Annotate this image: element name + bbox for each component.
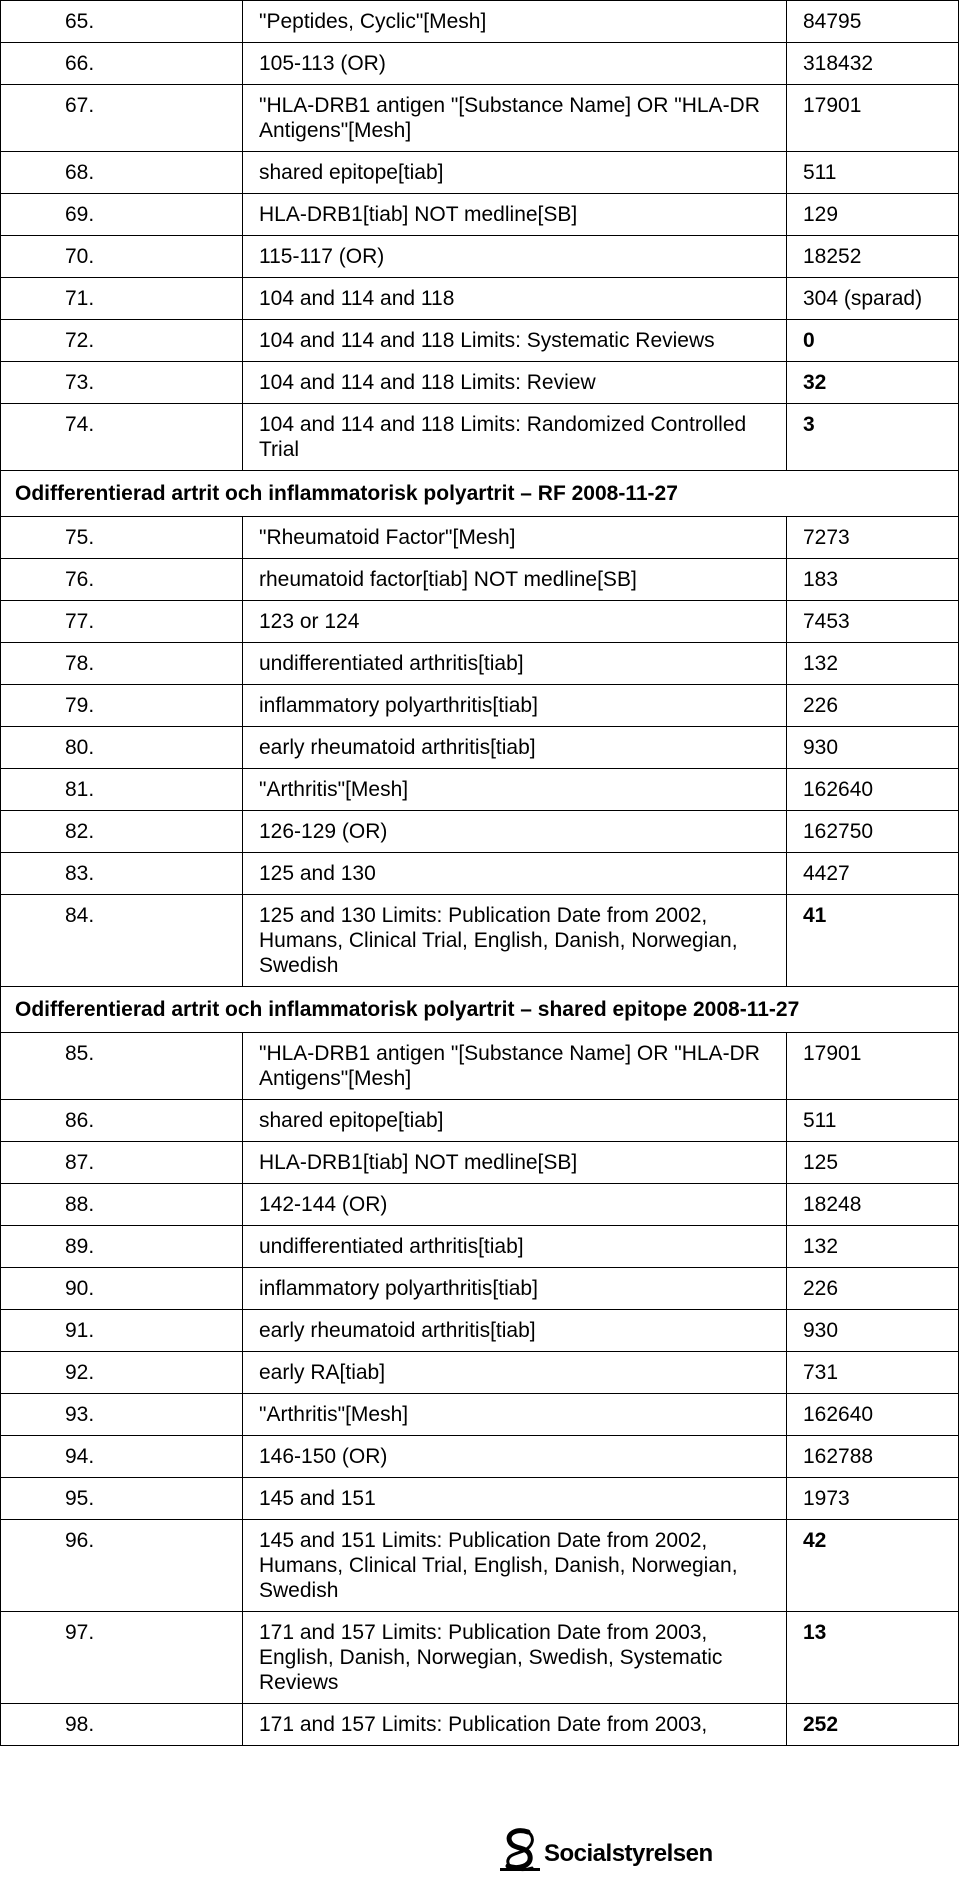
result-count: 162750: [787, 811, 959, 853]
result-count: 17901: [787, 85, 959, 152]
table-row: [1, 362, 959, 404]
search-query: 126-129 (OR): [243, 811, 787, 853]
row-number: 83.: [1, 853, 243, 895]
search-query: 171 and 157 Limits: Publication Date from 2003, English, Danish, Norwegian, Swedish, Systematic Reviews: [243, 1612, 787, 1704]
table-row: [1, 320, 959, 362]
row-number: 73.: [1, 362, 243, 404]
result-count: 132: [787, 643, 959, 685]
result-count: 41: [787, 895, 959, 987]
search-query: 146-150 (OR): [243, 1436, 787, 1478]
search-query: HLA-DRB1[tiab] NOT medline[SB]: [243, 194, 787, 236]
table-row: [1, 1184, 959, 1226]
row-number: 69.: [1, 194, 243, 236]
row-number: 89.: [1, 1226, 243, 1268]
result-count: 930: [787, 1310, 959, 1352]
row-number: 65.: [1, 1, 243, 43]
search-query: inflammatory polyarthritis[tiab]: [243, 685, 787, 727]
table-row: [1, 769, 959, 811]
row-number: 70.: [1, 236, 243, 278]
row-number: 82.: [1, 811, 243, 853]
search-query: shared epitope[tiab]: [243, 152, 787, 194]
search-query: 104 and 114 and 118 Limits: Review: [243, 362, 787, 404]
table-row: [1, 152, 959, 194]
result-count: 162788: [787, 1436, 959, 1478]
result-count: 183: [787, 559, 959, 601]
result-count: 42: [787, 1520, 959, 1612]
section-header-row: [1, 471, 959, 517]
row-number: 78.: [1, 643, 243, 685]
row-number: 96.: [1, 1520, 243, 1612]
search-query: inflammatory polyarthritis[tiab]: [243, 1268, 787, 1310]
search-query: HLA-DRB1[tiab] NOT medline[SB]: [243, 1142, 787, 1184]
search-query: 123 or 124: [243, 601, 787, 643]
table-row: [1, 643, 959, 685]
row-number: 95.: [1, 1478, 243, 1520]
table-row: [1, 236, 959, 278]
search-query: 145 and 151 Limits: Publication Date from 2002, Humans, Clinical Trial, English, Danish, Norwegian, Swedish: [243, 1520, 787, 1612]
row-number: 93.: [1, 1394, 243, 1436]
table-row: [1, 85, 959, 152]
table-row: [1, 1436, 959, 1478]
row-number: 94.: [1, 1436, 243, 1478]
result-count: 731: [787, 1352, 959, 1394]
row-number: 84.: [1, 895, 243, 987]
socialstyrelsen-logo-icon: [498, 1826, 542, 1872]
result-count: 226: [787, 1268, 959, 1310]
table-row: [1, 404, 959, 471]
result-count: 252: [787, 1704, 959, 1746]
search-query: 125 and 130 Limits: Publication Date from 2002, Humans, Clinical Trial, English, Danish, Norwegian, Swedish: [243, 895, 787, 987]
table-row: [1, 685, 959, 727]
result-count: 930: [787, 727, 959, 769]
result-count: 3: [787, 404, 959, 471]
search-query: 104 and 114 and 118 Limits: Randomized Controlled Trial: [243, 404, 787, 471]
search-query: "Rheumatoid Factor"[Mesh]: [243, 517, 787, 559]
row-number: 92.: [1, 1352, 243, 1394]
row-number: 87.: [1, 1142, 243, 1184]
result-count: 304 (sparad): [787, 278, 959, 320]
row-number: 81.: [1, 769, 243, 811]
table-row: [1, 853, 959, 895]
table-row: [1, 1, 959, 43]
result-count: 17901: [787, 1033, 959, 1100]
table-row: [1, 1268, 959, 1310]
row-number: 90.: [1, 1268, 243, 1310]
row-number: 79.: [1, 685, 243, 727]
row-number: 67.: [1, 85, 243, 152]
result-count: 226: [787, 685, 959, 727]
table-row: [1, 1226, 959, 1268]
table-row: [1, 1394, 959, 1436]
result-count: 18248: [787, 1184, 959, 1226]
result-count: 18252: [787, 236, 959, 278]
result-count: 4427: [787, 853, 959, 895]
search-query: early RA[tiab]: [243, 1352, 787, 1394]
search-query: 125 and 130: [243, 853, 787, 895]
footer-brand: Socialstyrelsen: [544, 1840, 713, 1867]
search-query: 104 and 114 and 118 Limits: Systematic Reviews: [243, 320, 787, 362]
search-query: 171 and 157 Limits: Publication Date from 2003,: [243, 1704, 787, 1746]
table-row: [1, 1142, 959, 1184]
table-row: [1, 1033, 959, 1100]
row-number: 76.: [1, 559, 243, 601]
row-number: 80.: [1, 727, 243, 769]
search-query: "HLA-DRB1 antigen "[Substance Name] OR "HLA-DR Antigens"[Mesh]: [243, 1033, 787, 1100]
row-number: 72.: [1, 320, 243, 362]
search-query: "HLA-DRB1 antigen "[Substance Name] OR "HLA-DR Antigens"[Mesh]: [243, 85, 787, 152]
table-row: [1, 601, 959, 643]
table-row: [1, 1704, 959, 1746]
table-row: [1, 1612, 959, 1704]
table-row: [1, 1520, 959, 1612]
result-count: 162640: [787, 769, 959, 811]
table-row: [1, 1478, 959, 1520]
result-count: 129: [787, 194, 959, 236]
result-count: 1973: [787, 1478, 959, 1520]
search-query: 142-144 (OR): [243, 1184, 787, 1226]
section-header: Odifferentierad artrit och inflammatorisk polyartrit – shared epitope 2008-11-27: [1, 987, 959, 1033]
search-query: undifferentiated arthritis[tiab]: [243, 643, 787, 685]
search-query: "Arthritis"[Mesh]: [243, 769, 787, 811]
search-query: "Arthritis"[Mesh]: [243, 1394, 787, 1436]
table-row: [1, 1100, 959, 1142]
search-query: "Peptides, Cyclic"[Mesh]: [243, 1, 787, 43]
result-count: 0: [787, 320, 959, 362]
result-count: 162640: [787, 1394, 959, 1436]
table-row: [1, 278, 959, 320]
section-header: Odifferentierad artrit och inflammatorisk polyartrit – RF 2008-11-27: [1, 471, 959, 517]
row-number: 98.: [1, 1704, 243, 1746]
row-number: 75.: [1, 517, 243, 559]
row-number: 97.: [1, 1612, 243, 1704]
table-row: [1, 194, 959, 236]
row-number: 71.: [1, 278, 243, 320]
table-row: [1, 1352, 959, 1394]
search-query: early rheumatoid arthritis[tiab]: [243, 1310, 787, 1352]
table-row: [1, 43, 959, 85]
row-number: 85.: [1, 1033, 243, 1100]
row-number: 77.: [1, 601, 243, 643]
result-count: 84795: [787, 1, 959, 43]
table-row: [1, 811, 959, 853]
search-query: 104 and 114 and 118: [243, 278, 787, 320]
row-number: 88.: [1, 1184, 243, 1226]
table-row: [1, 895, 959, 987]
table-row: [1, 727, 959, 769]
search-query: rheumatoid factor[tiab] NOT medline[SB]: [243, 559, 787, 601]
search-query: shared epitope[tiab]: [243, 1100, 787, 1142]
footer-logo: [498, 1826, 713, 1876]
section-header-row: [1, 987, 959, 1033]
result-count: 125: [787, 1142, 959, 1184]
search-query: 145 and 151: [243, 1478, 787, 1520]
result-count: 32: [787, 362, 959, 404]
row-number: 68.: [1, 152, 243, 194]
result-count: 7453: [787, 601, 959, 643]
row-number: 66.: [1, 43, 243, 85]
search-query: 105-113 (OR): [243, 43, 787, 85]
search-query: early rheumatoid arthritis[tiab]: [243, 727, 787, 769]
row-number: 74.: [1, 404, 243, 471]
table-row: [1, 1310, 959, 1352]
result-count: 511: [787, 152, 959, 194]
table-row: [1, 517, 959, 559]
result-count: 132: [787, 1226, 959, 1268]
table-row: [1, 559, 959, 601]
row-number: 86.: [1, 1100, 243, 1142]
row-number: 91.: [1, 1310, 243, 1352]
result-count: 7273: [787, 517, 959, 559]
result-count: 13: [787, 1612, 959, 1704]
search-query: undifferentiated arthritis[tiab]: [243, 1226, 787, 1268]
result-count: 511: [787, 1100, 959, 1142]
search-query: 115-117 (OR): [243, 236, 787, 278]
result-count: 318432: [787, 43, 959, 85]
search-history-body: [1, 1, 959, 1746]
